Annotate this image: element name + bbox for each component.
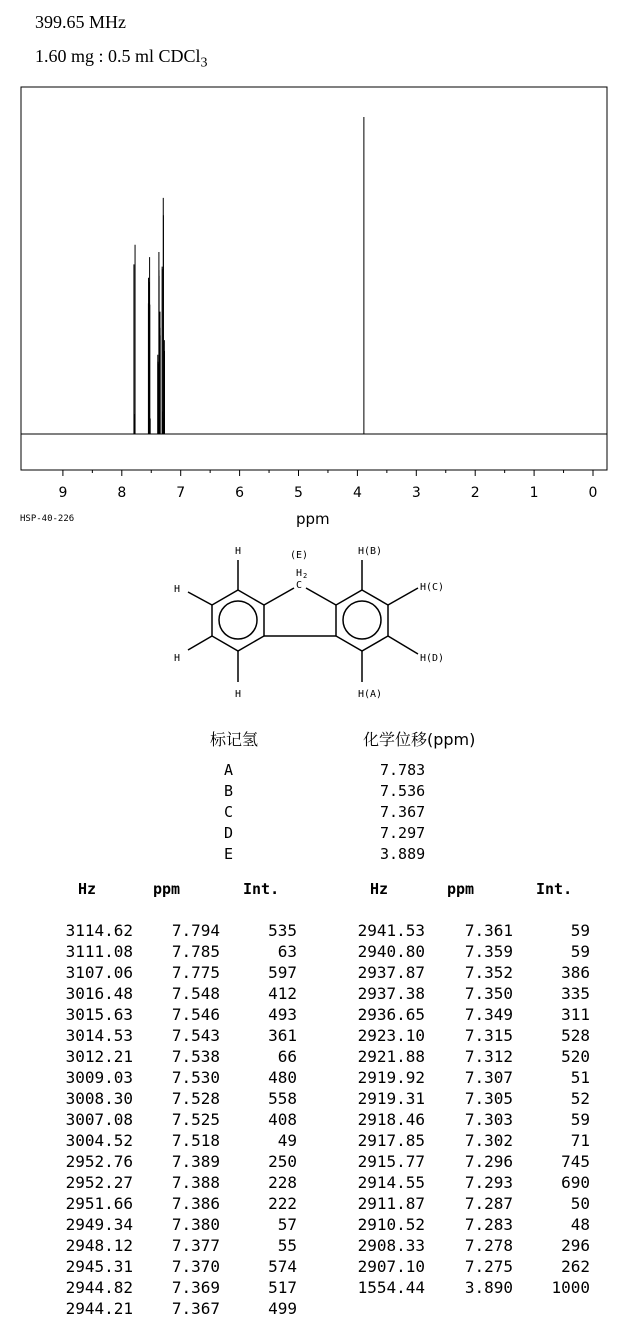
x-axis-label: ppm xyxy=(296,510,330,528)
x-tick-label: 6 xyxy=(235,485,245,501)
peak-hz: 2910.52 xyxy=(357,1215,425,1234)
label-hd: H(D) xyxy=(420,653,445,664)
peak-intensity: 262 xyxy=(561,1257,590,1276)
peak-ppm: 7.543 xyxy=(171,1026,220,1045)
peak-hz: 3004.52 xyxy=(65,1131,133,1150)
right-aromatic-circle xyxy=(343,601,381,639)
peak-hz: 2948.12 xyxy=(65,1236,133,1255)
assignment-shift: 3.889 xyxy=(380,845,426,863)
peak-hz: 2907.10 xyxy=(357,1257,425,1276)
peak-hz: 2952.27 xyxy=(65,1173,133,1192)
peak-intensity: 63 xyxy=(277,942,297,961)
label-hc: H(C) xyxy=(420,582,445,593)
peak-ppm: 7.785 xyxy=(171,942,220,961)
bond-h-left-upper xyxy=(188,592,212,605)
peak-ppm: 7.287 xyxy=(464,1194,513,1213)
x-tick-label: 0 xyxy=(588,485,598,501)
peak-hz: 2911.87 xyxy=(357,1194,425,1213)
peak-hz: 2936.65 xyxy=(357,1005,425,1024)
peak-intensity: 55 xyxy=(277,1236,297,1255)
peak-ppm: 7.370 xyxy=(171,1257,220,1276)
peak-hz: 2952.76 xyxy=(65,1152,133,1171)
h-left-lower: H xyxy=(174,653,181,664)
peak-hz: 2945.31 xyxy=(65,1257,133,1276)
peak-intensity: 1000 xyxy=(551,1278,590,1297)
assignment-shift: 7.536 xyxy=(380,782,426,800)
label-e: (E) xyxy=(290,550,309,561)
sample-text: 1.60 mg : 0.5 ml CDCl xyxy=(35,46,201,66)
peak-hz: 2918.46 xyxy=(357,1110,425,1129)
peak-intensity: 59 xyxy=(570,1110,590,1129)
peak-intensity: 59 xyxy=(570,942,590,961)
left-header-ppm: ppm xyxy=(153,880,181,898)
peak-hz: 3012.21 xyxy=(65,1047,133,1066)
peak-hz: 3008.30 xyxy=(65,1089,133,1108)
peak-ppm: 7.367 xyxy=(171,1299,220,1318)
h2-h: H xyxy=(296,568,303,579)
peak-intensity: 745 xyxy=(561,1152,590,1171)
peak-ppm: 7.794 xyxy=(171,921,220,940)
peak-hz: 2940.80 xyxy=(357,942,425,961)
peak-ppm: 7.349 xyxy=(464,1005,513,1024)
peak-ppm: 7.530 xyxy=(171,1068,220,1087)
peak-hz: 3114.62 xyxy=(65,921,133,940)
peak-ppm: 7.293 xyxy=(464,1173,513,1192)
peak-ppm: 7.303 xyxy=(464,1110,513,1129)
peak-ppm: 7.312 xyxy=(464,1047,513,1066)
bond-h-left-lower xyxy=(188,636,212,650)
peak-intensity: 528 xyxy=(561,1026,590,1045)
peak-hz: 3016.48 xyxy=(65,984,133,1003)
x-tick-label: 1 xyxy=(529,485,539,501)
plot-frame xyxy=(21,87,607,470)
peak-hz: 2917.85 xyxy=(357,1131,425,1150)
left-benzene-ring xyxy=(212,590,264,651)
ch2-c: C xyxy=(296,580,303,591)
h-top-left: H xyxy=(235,546,242,557)
peak-ppm: 7.538 xyxy=(171,1047,220,1066)
peak-intensity: 520 xyxy=(561,1047,590,1066)
peak-hz: 3014.53 xyxy=(65,1026,133,1045)
peak-ppm: 7.377 xyxy=(171,1236,220,1255)
x-tick-label: 3 xyxy=(411,485,421,501)
peak-hz: 3111.08 xyxy=(65,942,133,961)
peak-intensity: 66 xyxy=(277,1047,297,1066)
peak-intensity: 597 xyxy=(268,963,297,982)
x-tick-label: 7 xyxy=(176,485,186,501)
peak-hz: 2919.31 xyxy=(357,1089,425,1108)
peak-intensity: 499 xyxy=(268,1299,297,1318)
peak-ppm: 7.361 xyxy=(464,921,513,940)
right-header-hz: Hz xyxy=(370,880,389,898)
peak-hz: 2908.33 xyxy=(357,1236,425,1255)
peak-ppm: 7.350 xyxy=(464,984,513,1003)
peak-intensity: 408 xyxy=(268,1110,297,1129)
x-tick-label: 8 xyxy=(117,485,127,501)
peak-intensity: 51 xyxy=(570,1068,590,1087)
assignment-col-label: 标记氢 xyxy=(210,730,259,749)
peak-intensity: 335 xyxy=(561,984,590,1003)
peak-ppm: 7.380 xyxy=(171,1215,220,1234)
peak-ppm: 7.278 xyxy=(464,1236,513,1255)
peak-intensity: 535 xyxy=(268,921,297,940)
h2-subscript: 2 xyxy=(303,572,308,580)
peak-intensity: 71 xyxy=(570,1131,590,1150)
nmr-spectrum-chart xyxy=(0,0,626,505)
label-ha: H(A) xyxy=(358,689,383,700)
right-header-int: Int. xyxy=(536,880,573,898)
peak-intensity: 493 xyxy=(268,1005,297,1024)
peak-ppm: 7.296 xyxy=(464,1152,513,1171)
bond-c9-left xyxy=(264,588,294,605)
peak-ppm: 7.369 xyxy=(171,1278,220,1297)
sample-subscript: 3 xyxy=(200,55,208,71)
peak-intensity: 52 xyxy=(570,1089,590,1108)
peak-ppm: 7.386 xyxy=(171,1194,220,1213)
peak-hz: 2944.82 xyxy=(65,1278,133,1297)
peak-hz: 3015.63 xyxy=(65,1005,133,1024)
fluorene-structure xyxy=(160,540,480,710)
bond-c9-right xyxy=(306,588,336,605)
peak-hz: 2937.38 xyxy=(357,984,425,1003)
bond-h-d xyxy=(388,636,418,654)
assignment-shift: 7.783 xyxy=(380,761,426,779)
peak-ppm: 7.305 xyxy=(464,1089,513,1108)
peak-intensity: 361 xyxy=(268,1026,297,1045)
right-header-ppm: ppm xyxy=(447,880,475,898)
label-hb: H(B) xyxy=(358,546,383,557)
peak-hz: 2944.21 xyxy=(65,1299,133,1318)
peak-intensity: 50 xyxy=(570,1194,590,1213)
peak-intensity: 517 xyxy=(268,1278,297,1297)
peak-intensity: 412 xyxy=(268,984,297,1003)
peak-intensity: 228 xyxy=(268,1173,297,1192)
peak-intensity: 558 xyxy=(268,1089,297,1108)
assignment-col-shift: 化学位移(ppm) xyxy=(363,730,476,749)
x-tick-label: 9 xyxy=(58,485,68,501)
left-header-int: Int. xyxy=(243,880,280,898)
peak-ppm: 7.548 xyxy=(171,984,220,1003)
peak-ppm: 7.302 xyxy=(464,1131,513,1150)
peak-ppm: 7.389 xyxy=(171,1152,220,1171)
bond-h-c xyxy=(388,588,418,605)
assignment-label: D xyxy=(224,824,234,842)
spectrum-code: HSP-40-226 xyxy=(20,514,75,524)
spectrometer-frequency: 399.65 MHz xyxy=(35,12,126,32)
assignment-label: E xyxy=(224,845,234,863)
peak-intensity: 311 xyxy=(561,1005,590,1024)
peak-ppm: 7.518 xyxy=(171,1131,220,1150)
peak-hz: 2949.34 xyxy=(65,1215,133,1234)
peak-ppm: 7.307 xyxy=(464,1068,513,1087)
left-aromatic-circle xyxy=(219,601,257,639)
peak-intensity: 386 xyxy=(561,963,590,982)
peak-ppm: 7.315 xyxy=(464,1026,513,1045)
x-tick-label: 5 xyxy=(294,485,303,501)
peak-hz: 2941.53 xyxy=(357,921,425,940)
peak-hz: 2921.88 xyxy=(357,1047,425,1066)
peak-ppm: 7.528 xyxy=(171,1089,220,1108)
peak-ppm: 7.359 xyxy=(464,942,513,961)
x-tick-label: 4 xyxy=(352,485,362,501)
peak-intensity: 59 xyxy=(570,921,590,940)
peak-intensity: 222 xyxy=(268,1194,297,1213)
peak-ppm: 7.525 xyxy=(171,1110,220,1129)
peak-intensity: 48 xyxy=(570,1215,590,1234)
x-tick-label: 2 xyxy=(470,485,480,501)
peak-intensity: 690 xyxy=(561,1173,590,1192)
peak-intensity: 296 xyxy=(561,1236,590,1255)
peak-intensity: 480 xyxy=(268,1068,297,1087)
peak-ppm: 7.775 xyxy=(171,963,220,982)
peak-hz: 3007.08 xyxy=(65,1110,133,1129)
peak-intensity: 49 xyxy=(277,1131,297,1150)
peak-hz: 1554.44 xyxy=(357,1278,425,1297)
peak-ppm: 7.275 xyxy=(464,1257,513,1276)
peak-intensity: 250 xyxy=(268,1152,297,1171)
assignment-shift: 7.297 xyxy=(380,824,426,842)
peak-hz: 2937.87 xyxy=(357,963,425,982)
peak-ppm: 7.283 xyxy=(464,1215,513,1234)
h-left-upper: H xyxy=(174,584,181,595)
h-bottom-left: H xyxy=(235,689,242,700)
peak-ppm: 7.546 xyxy=(171,1005,220,1024)
left-header-hz: Hz xyxy=(78,880,97,898)
assignment-label: C xyxy=(224,803,234,821)
peak-hz: 2914.55 xyxy=(357,1173,425,1192)
peak-hz: 2951.66 xyxy=(65,1194,133,1213)
peak-hz: 3107.06 xyxy=(65,963,133,982)
peak-intensity: 574 xyxy=(268,1257,297,1276)
peak-hz: 3009.03 xyxy=(65,1068,133,1087)
peak-ppm: 7.352 xyxy=(464,963,513,982)
peak-hz: 2915.77 xyxy=(357,1152,425,1171)
peak-hz: 2919.92 xyxy=(357,1068,425,1087)
peak-ppm: 7.388 xyxy=(171,1173,220,1192)
assignment-label: B xyxy=(224,782,234,800)
peak-ppm: 3.890 xyxy=(464,1278,513,1297)
peak-intensity: 57 xyxy=(277,1215,297,1234)
right-benzene-ring xyxy=(336,590,388,651)
peak-hz: 2923.10 xyxy=(357,1026,425,1045)
assignment-label: A xyxy=(224,761,234,779)
assignment-shift: 7.367 xyxy=(380,803,426,821)
